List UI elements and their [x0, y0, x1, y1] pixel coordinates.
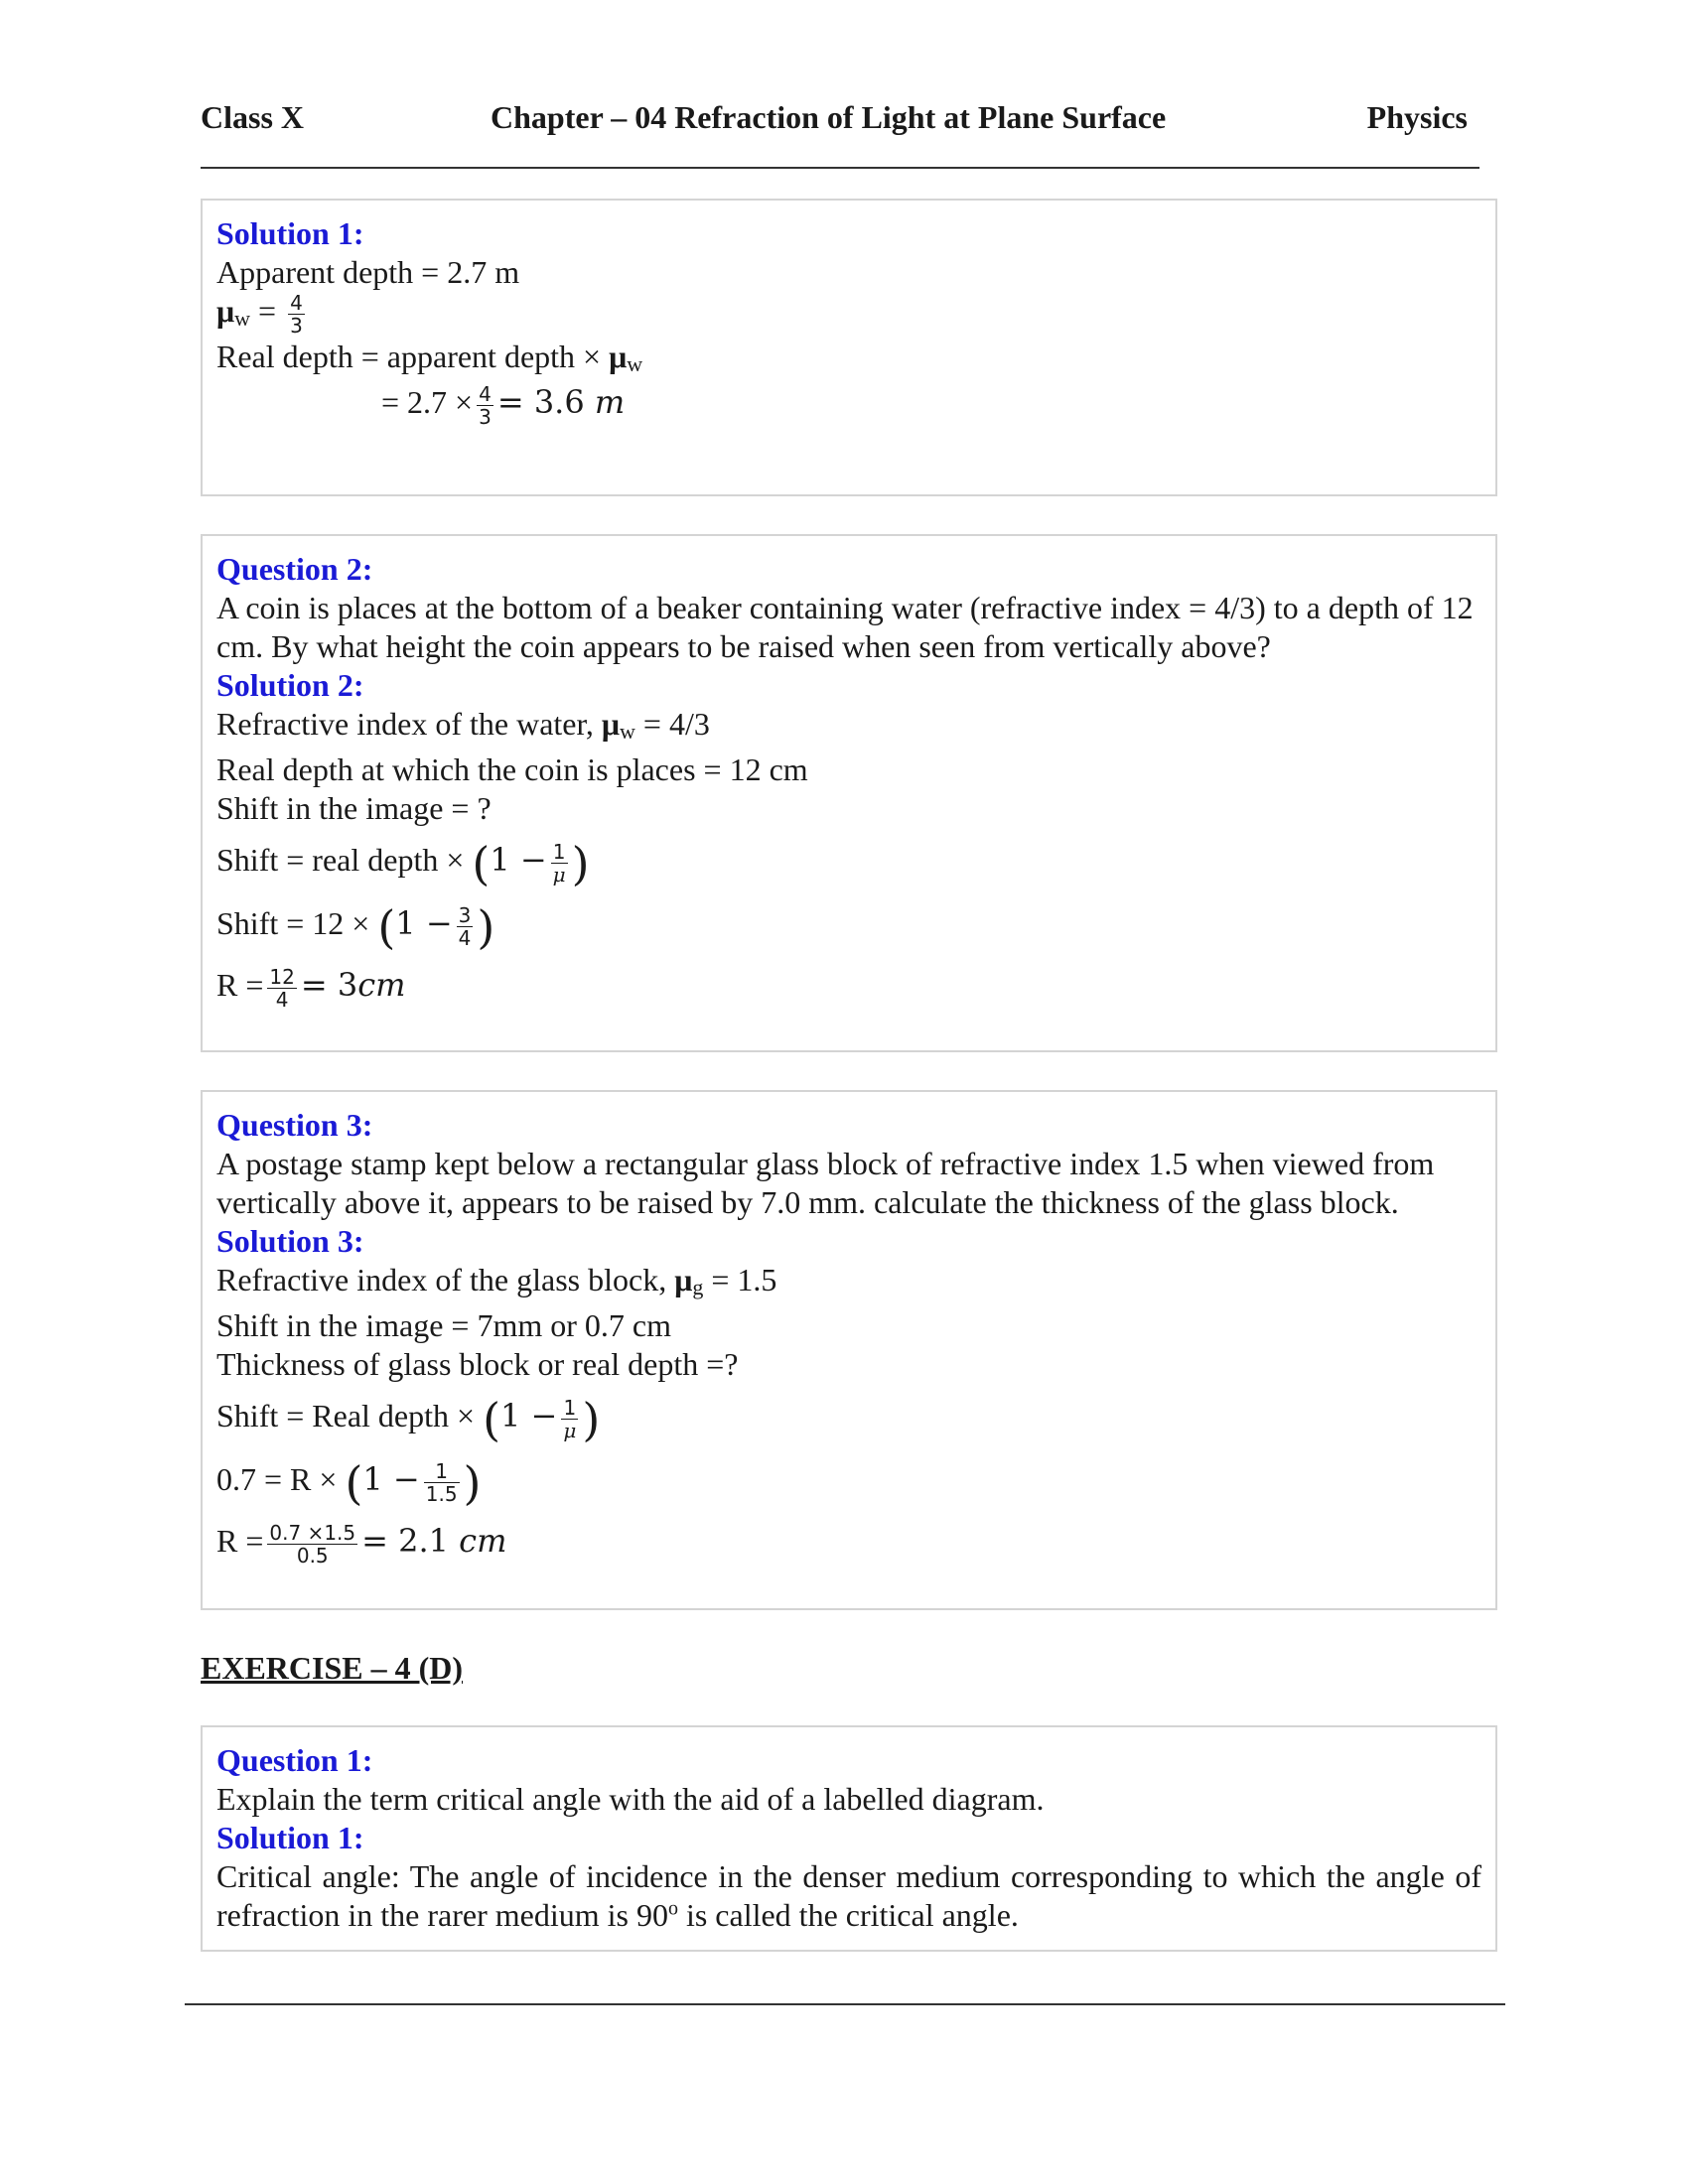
- real-depth-result: = 2.7 × $\frac{4}{3}$ = 3.6 m: [381, 382, 626, 430]
- question-label: Question 2:: [216, 551, 373, 587]
- solution-label: Solution 3:: [216, 1223, 364, 1259]
- answer-text: Critical angle: The angle of incidence in the denser medium corresponding to which the angle of refraction in the rarer medium is 90$^o$ is called the critical angle.: [216, 1858, 1481, 1933]
- solution-label: Solution 1:: [216, 1820, 364, 1855]
- fraction: $\frac{12}{4}$: [269, 965, 295, 1013]
- fraction: $\frac{1}{\mu}$: [552, 840, 566, 887]
- page-header: [201, 99, 1468, 143]
- apparent-depth-line: Apparent depth = 2.7 m: [216, 254, 520, 290]
- real-depth-line: Real depth at which the coin is places = 12 cm: [216, 751, 808, 787]
- question-3-box: [201, 1090, 1497, 1610]
- shift-line: Shift in the image = 7mm or 0.7 cm: [216, 1307, 671, 1343]
- fraction: $\frac{4}{3}$: [290, 291, 303, 339]
- shift-substitution: 0.7 = R × (1 − $\frac{1}{1.5}$ ): [216, 1455, 482, 1510]
- question-text: A postage stamp kept below a rectangular glass block of refractive index 1.5 when viewed from vertically above it, appears to be raised by 7.0 mm. calculate the thickness of the glass block.: [216, 1146, 1435, 1220]
- shift-result: R = $\frac{12}{4}$ = 3cm: [216, 965, 406, 1013]
- solution-1-box: [201, 199, 1497, 496]
- refractive-index-line: Refractive index of the glass block, μg = 1.5: [216, 1262, 777, 1299]
- header-chapter: Chapter – 04 Refraction of Light at Plane Surface: [491, 99, 1167, 135]
- question-text: Explain the term critical angle with the aid of a labelled diagram.: [216, 1781, 1045, 1817]
- question-2-box: [201, 534, 1497, 1052]
- fraction: $\frac{1}{\mu}$: [563, 1396, 577, 1443]
- shift-formula: Shift = real depth × (1 − $\frac{1}{\mu}$ ): [216, 836, 590, 890]
- header-class: Class X: [201, 99, 305, 135]
- solution-label: Solution 2:: [216, 667, 364, 703]
- question-text: A coin is places at the bottom of a beaker containing water (refractive index = 4/3) to a depth of 12 cm. By what height the coin appears to be raised when seen from vertically above?: [216, 590, 1474, 664]
- fraction: $\frac{1}{1.5}$: [425, 1459, 458, 1507]
- thickness-line: Thickness of glass block or real depth =?: [216, 1346, 739, 1382]
- shift-formula: Shift = Real depth × (1 − $\frac{1}{\mu}$ ): [216, 1392, 601, 1446]
- header-divider: [201, 167, 1479, 169]
- shift-unknown-line: Shift in the image = ?: [216, 790, 492, 826]
- exercise-heading: EXERCISE – 4 (D): [201, 1650, 464, 1686]
- mu-water-line: μw = $\frac{4}{3}$: [216, 291, 303, 339]
- thickness-result: R = $\frac{0.7 \times 1.5}{0.5}$ = 2.1 cm: [216, 1521, 507, 1569]
- fraction: $\frac{0.7 \times 1.5}{0.5}$: [269, 1521, 356, 1569]
- fraction: $\frac{4}{3}$: [479, 382, 492, 430]
- real-depth-formula: Real depth = apparent depth × μw: [216, 339, 643, 376]
- header-subject: Physics: [1366, 99, 1468, 135]
- exercise-question-1-box: [201, 1725, 1497, 1952]
- question-label: Question 3:: [216, 1107, 373, 1143]
- footer-divider: [185, 2003, 1505, 2005]
- solution-label: Solution 1:: [216, 215, 364, 251]
- fraction: $\frac{3}{4}$: [458, 903, 472, 951]
- question-label: Question 1:: [216, 1742, 373, 1778]
- refractive-index-line: Refractive index of the water, μw = 4/3: [216, 706, 710, 744]
- shift-substitution: Shift = 12 × (1 − $\frac{3}{4}$ ): [216, 899, 495, 954]
